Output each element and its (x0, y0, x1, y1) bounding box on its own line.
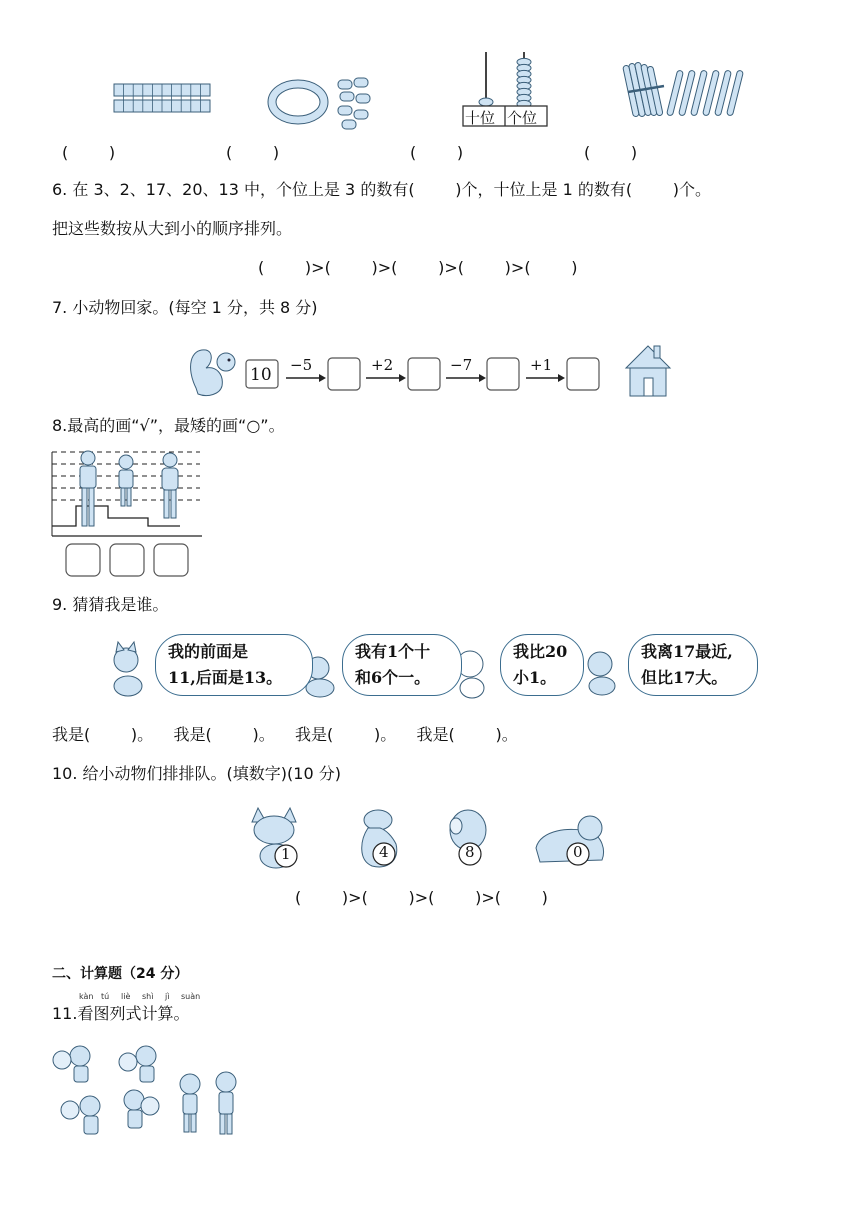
mark-box-1 (66, 544, 100, 576)
fox-number: 1 (281, 845, 291, 863)
pinyin-ji: jì (165, 992, 170, 1001)
q6-order-chain[interactable]: ( )>( )>( )>( )>( ) (258, 258, 578, 277)
pinyin-shi: shì (142, 992, 154, 1001)
pinyin-suan: suàn (181, 992, 201, 1001)
abacus-ones-label: 个位 (507, 109, 538, 127)
arrow-op-4 (526, 374, 565, 382)
q9-answers[interactable]: 我是( )。 我是( )。 我是( )。 我是( )。 (52, 725, 518, 744)
arrow-op-1 (286, 374, 326, 382)
ten-strips-image (114, 84, 210, 112)
boy-2 (216, 1072, 236, 1134)
tiger-image (536, 816, 604, 865)
mark-box-2 (110, 544, 144, 576)
person-1 (80, 451, 96, 526)
q6-line-1: 6. 在 3、2、17、20、13 中，个位上是 3 的数有( )个，十位上是 1 的数有( )个。 (52, 180, 712, 199)
q6-line-2: 把这些数按从大到小的顺序排列。 (52, 219, 293, 238)
q7-op-1: −5 (290, 356, 313, 374)
answer-box-1 (328, 358, 360, 390)
cat-1 (114, 642, 142, 696)
q9-title: 9. 猜猜我是谁。 (52, 595, 169, 614)
girl-3 (61, 1096, 100, 1134)
abacus-tens-label: 十位 (465, 109, 496, 127)
house-image (626, 346, 670, 396)
speech-bubble-2: 我有1个十 和6个一。 (342, 634, 462, 696)
pinyin-kan: kàn (79, 992, 94, 1001)
mark-box-3 (154, 544, 188, 576)
squirrel-image (191, 350, 235, 396)
answer-blank-2[interactable]: ( ) (226, 143, 280, 162)
q8-title: 8.最高的画“√”，最矮的画“○”。 (52, 416, 285, 435)
boy-1 (180, 1074, 200, 1132)
place-value-illustrations (0, 40, 860, 140)
pinyin-lie: liè (121, 992, 131, 1001)
arrow-op-3 (446, 374, 486, 382)
height-comparison-image (50, 448, 210, 582)
arrow-op-2 (366, 374, 406, 382)
answer-blank-3[interactable]: ( ) (410, 143, 464, 162)
q10-title: 10. 给小动物们排排队。(填数字)(10 分) (52, 764, 341, 783)
dinosaur-number: 4 (379, 843, 389, 861)
q11-title: 11.看图列式计算。 (52, 1004, 190, 1023)
speech-bubble-3: 我比20 小1。 (500, 634, 584, 696)
section-2-title: 二、计算题（24 分） (52, 966, 189, 982)
q7-op-4: +1 (530, 356, 553, 374)
bead-ring-image (272, 78, 370, 129)
q10-order-chain[interactable]: ( )>( )>( )>( ) (295, 888, 548, 907)
q7-title: 7. 小动物回家。(每空 1 分，共 8 分) (52, 298, 318, 317)
cheerleaders-image (50, 1040, 250, 1146)
answer-blank-1[interactable]: ( ) (62, 143, 116, 162)
stick-bundle-image (623, 62, 744, 117)
chick-number: 8 (465, 843, 475, 861)
speech-bubble-4: 我离17最近, 但比17大。 (628, 634, 758, 696)
tiger-number: 0 (573, 843, 583, 861)
cat-4 (588, 652, 615, 695)
pinyin-tu: tú (101, 992, 110, 1001)
speech-bubble-1: 我的前面是 11,后面是13。 (155, 634, 313, 696)
girl-2 (119, 1046, 156, 1082)
animal-queue-image (240, 800, 620, 872)
girl-4 (124, 1090, 159, 1128)
person-2 (119, 455, 133, 506)
girl-1 (53, 1046, 90, 1082)
q7-op-3: −7 (450, 356, 473, 374)
answer-blank-4[interactable]: ( ) (584, 143, 638, 162)
q7-op-2: +2 (371, 356, 394, 374)
person-3 (162, 453, 178, 518)
q7-start-number: 10 (250, 365, 272, 385)
